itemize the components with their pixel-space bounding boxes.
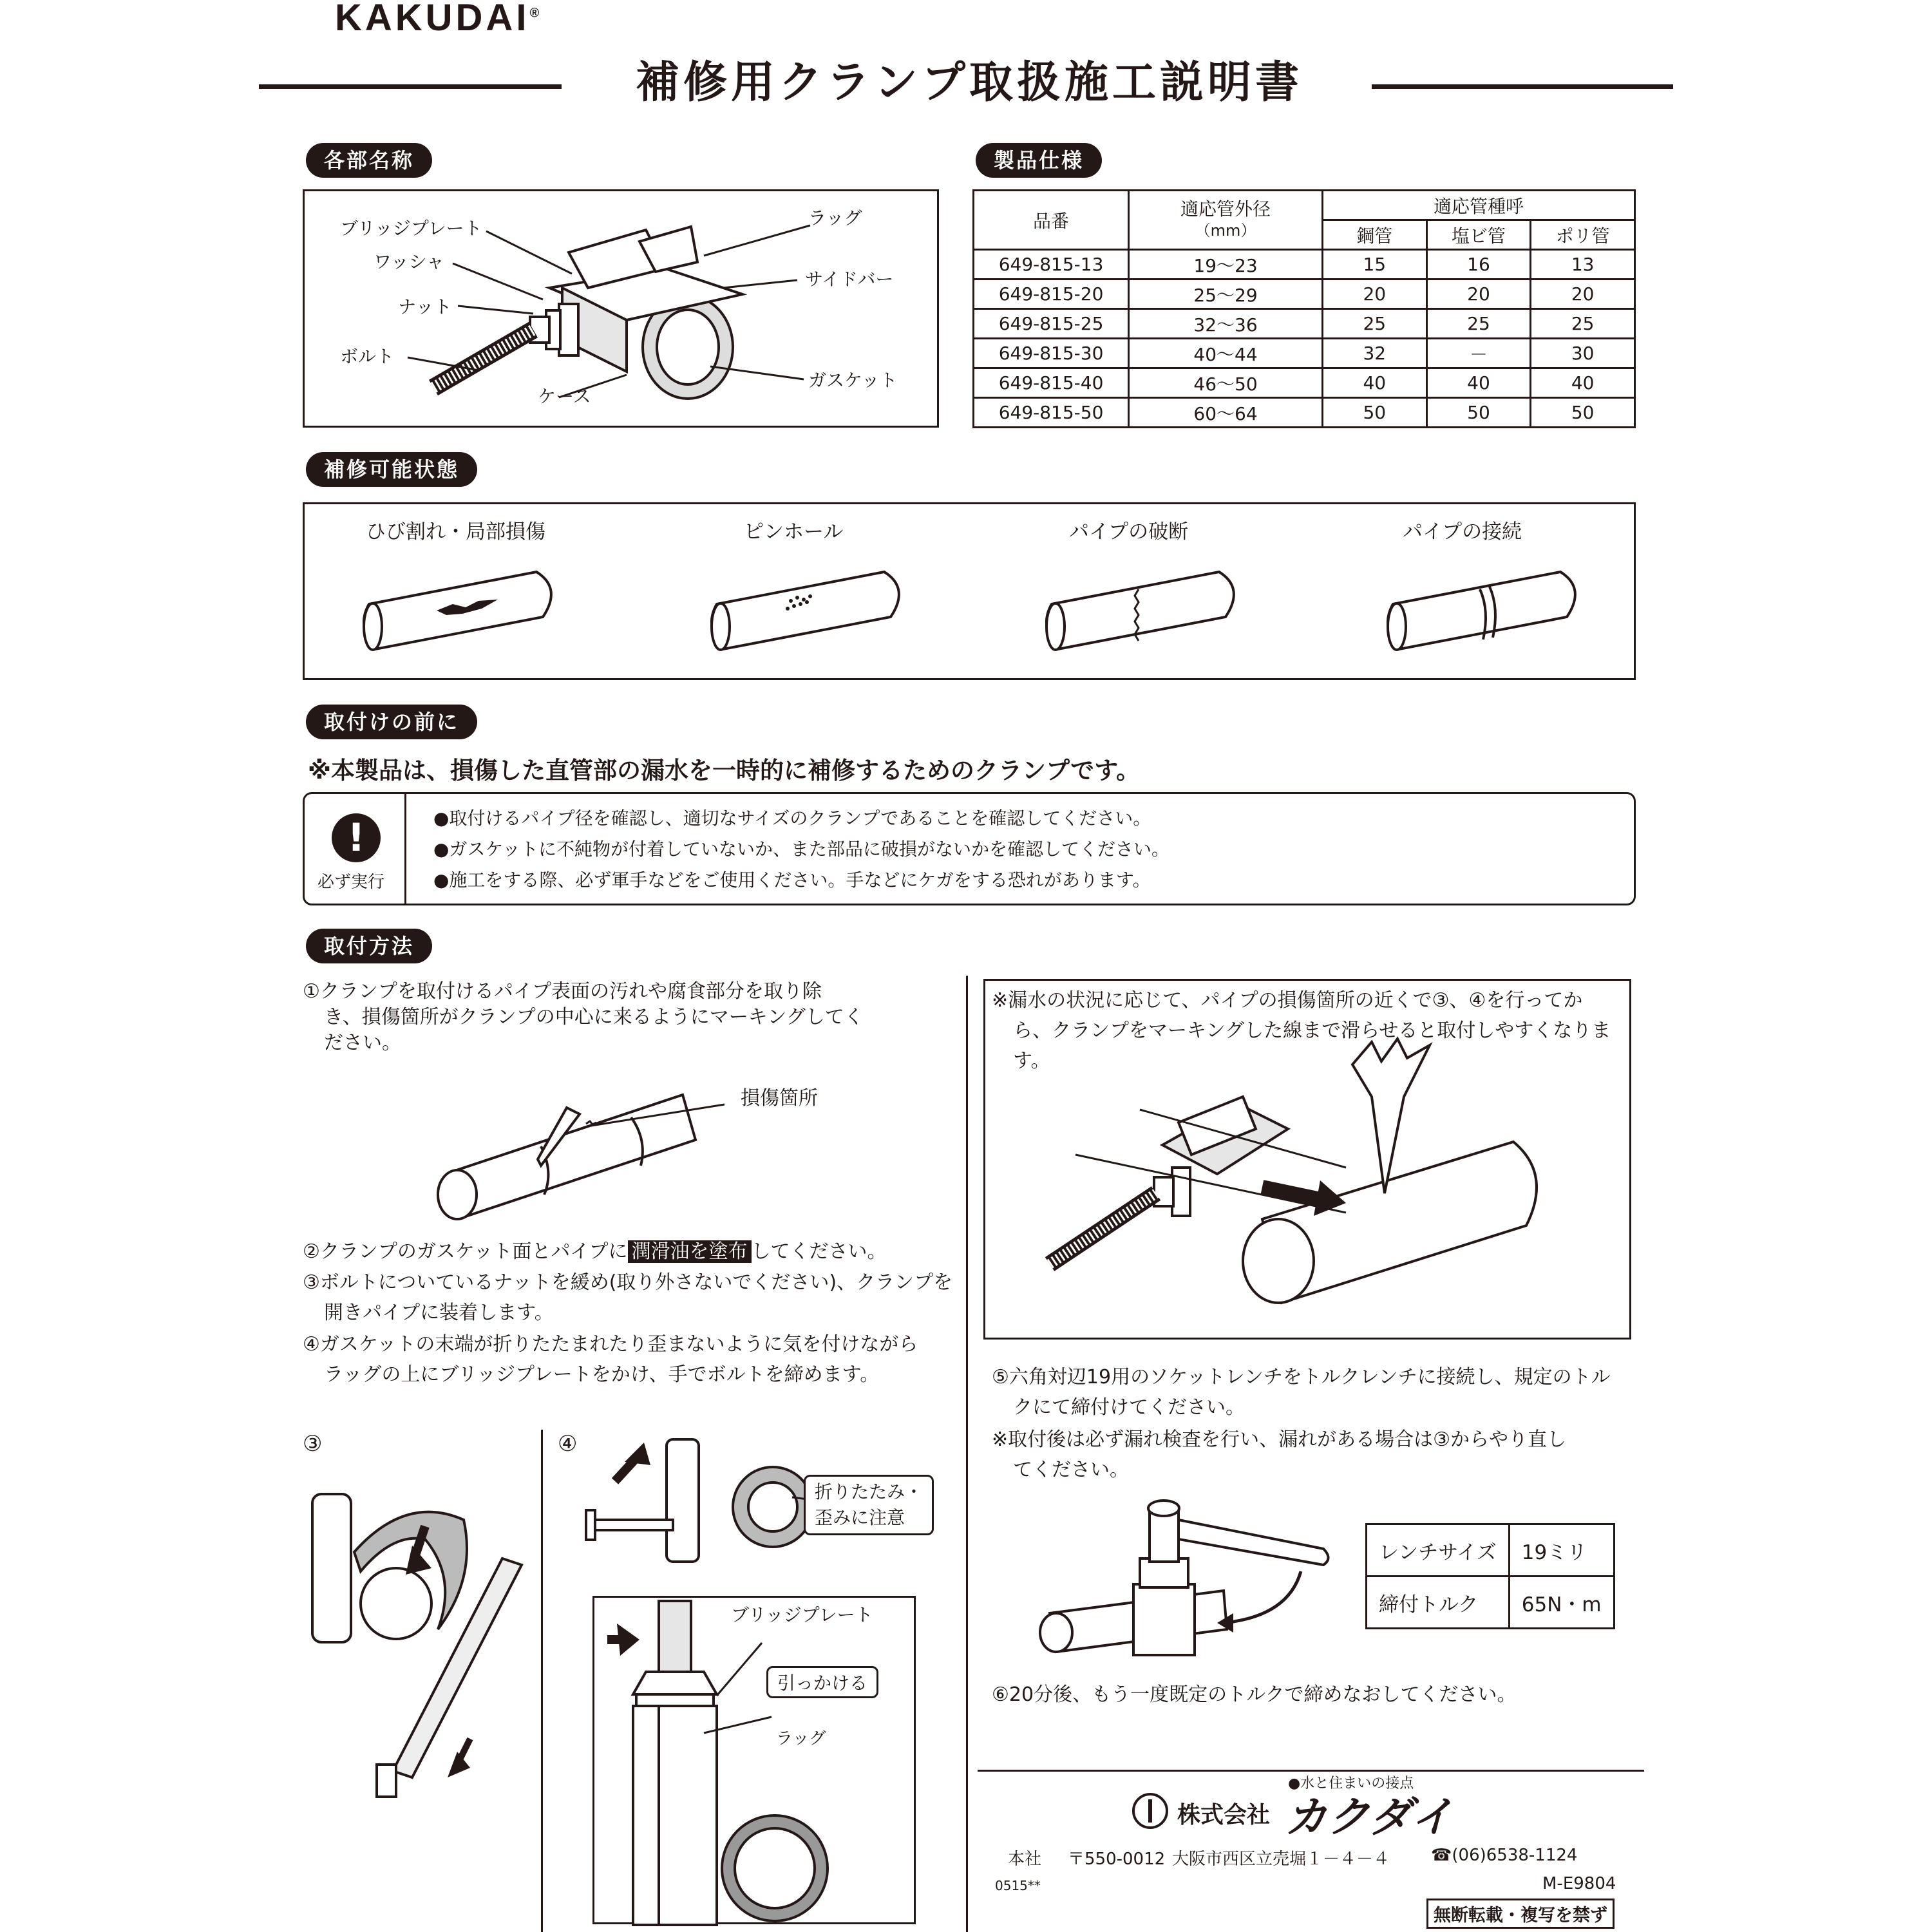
list-item: ●施工をする際、必ず軍手などをご使用ください。手などにケガをする恐れがあります。 bbox=[433, 869, 1151, 891]
column-divider bbox=[966, 976, 968, 1932]
step5-text: ⑤六角対辺19用のソケットレンチをトルクレンチに接続し、規定のトル クにて締付けてください。 bbox=[992, 1366, 1611, 1419]
step1-text: ①クランプを取付けるパイプ表面の汚れや腐食部分を取り除 き、損傷箇所がクランプの中心に来るようにマーキングしてく ださい。 bbox=[303, 980, 864, 1054]
copyright-stamp: 無断転載・複写を禁ず bbox=[1426, 1899, 1615, 1929]
label-bolt: ボルト bbox=[340, 346, 395, 367]
kakudai-logo: KAKUDAI® bbox=[335, 0, 540, 39]
table-row: 649-815-25 32～36 25 25 25 bbox=[974, 309, 1635, 339]
header-poly: ポリ管 bbox=[1531, 220, 1635, 250]
exclamation-icon: ! bbox=[332, 813, 381, 862]
table-row: 649-815-40 46～50 40 40 40 bbox=[974, 368, 1635, 398]
label-bridge-plate: ブリッジプレート bbox=[340, 218, 482, 239]
state-pinhole: ピンホール bbox=[744, 520, 844, 544]
before-lead: ※本製品は、損傷した直管部の漏水を一時的に補修するためのクランプです。 bbox=[308, 757, 1141, 784]
step3-text: ③ボルトについているナットを緩め(取り外さないでください)、クランプを 開きパイプに装着します。 bbox=[303, 1271, 953, 1324]
must-do-label: 必ず実行 bbox=[317, 873, 385, 892]
spec-table bbox=[972, 189, 1636, 428]
label-case: ケース bbox=[538, 386, 591, 407]
label-nut: ナット bbox=[398, 296, 452, 317]
label-side-bar: サイドバー bbox=[805, 269, 894, 290]
table-row: 649-815-13 19～23 15 16 13 bbox=[974, 250, 1635, 279]
wrench-size-value: 19ミリ bbox=[1509, 1524, 1614, 1577]
header-pipe-types: 適応管種呼 bbox=[1322, 191, 1634, 220]
company-prefix: 株式会社 bbox=[1177, 1802, 1271, 1828]
header-outer-diameter: 適応管外径 （mm） bbox=[1129, 191, 1323, 250]
leak-note-text: ※取付後は必ず漏れ検査を行い、漏れがある場合は③からやり直し てください。 bbox=[992, 1428, 1567, 1481]
list-item: ●取付けるパイプ径を確認し、適切なサイズのクランプであることを確認してください。 bbox=[433, 808, 1151, 829]
torque-wrench-illustration bbox=[1030, 1494, 1340, 1662]
state-joint: パイプの接続 bbox=[1403, 520, 1522, 544]
section-method: 取付方法 bbox=[306, 929, 432, 963]
notice-box bbox=[303, 792, 1636, 905]
table-row: 649-815-50 60～64 50 50 50 bbox=[974, 398, 1635, 428]
detail-lug-label: ラッグ bbox=[776, 1729, 826, 1748]
figure4-detail-illustration bbox=[594, 1598, 918, 1926]
header-steel: 鋼管 bbox=[1322, 220, 1426, 250]
label-washer: ワッシャ bbox=[374, 251, 445, 272]
wrench-spec-table bbox=[1365, 1523, 1615, 1629]
hook-callout: 引っかける bbox=[766, 1666, 878, 1698]
torque-value: 65N・m bbox=[1509, 1577, 1614, 1629]
figure4-label: ④ bbox=[558, 1431, 578, 1457]
step2-text: ②クランプのガスケット面とパイプに 潤滑油を塗布 してください。 bbox=[303, 1240, 887, 1263]
section-parts: 各部名称 bbox=[306, 143, 432, 178]
company-name: カクダイ bbox=[1285, 1792, 1454, 1842]
header-part-number: 品番 bbox=[974, 191, 1129, 250]
figure4-detail-box bbox=[592, 1596, 916, 1924]
print-code: 0515** bbox=[995, 1878, 1041, 1893]
table-row: 649-815-20 25～29 20 20 20 bbox=[974, 279, 1635, 309]
label-lug: ラッグ bbox=[808, 207, 862, 229]
document-code: M-E9804 bbox=[1542, 1874, 1616, 1893]
step6-text: ⑥20分後、もう一度既定のトルクで締めなおしてください。 bbox=[992, 1683, 1517, 1706]
state-crack: ひび割れ・局部損傷 bbox=[366, 520, 545, 544]
footer-tagline: ●水と住まいの接点 bbox=[1288, 1776, 1414, 1792]
step4-text: ④ガスケットの末端が折りたたまれたり歪まないように気を付けながら ラッグの上にブリッジプレートをかけ、手でボルトを締めます。 bbox=[303, 1333, 918, 1386]
list-item: ●ガスケットに不純物が付着していないか、また部品に破損がないかを確認してください。 bbox=[433, 838, 1170, 860]
company-mark-icon bbox=[1132, 1793, 1168, 1829]
office-label: 本社 bbox=[1008, 1850, 1042, 1869]
figure3-label: ③ bbox=[303, 1431, 323, 1457]
address: 大阪市西区立売堀１－４－４ bbox=[1172, 1850, 1390, 1869]
damage-label: 損傷箇所 bbox=[741, 1087, 818, 1110]
torque-label: 締付トルク bbox=[1367, 1577, 1510, 1629]
title-rule-left bbox=[259, 84, 562, 89]
section-spec: 製品仕様 bbox=[976, 143, 1102, 178]
footer-rule bbox=[978, 1770, 1644, 1772]
state-break: パイプの破断 bbox=[1069, 520, 1189, 544]
document-title: 補修用クランプ取扱施工説明書 bbox=[635, 57, 1303, 108]
label-gasket: ガスケット bbox=[808, 370, 898, 391]
figure3-illustration bbox=[309, 1481, 554, 1816]
caution-fold-callout: 折りたたみ・ 歪みに注意 bbox=[804, 1475, 934, 1535]
phone-number: ☎(06)6538-1124 bbox=[1431, 1846, 1578, 1865]
notice-list bbox=[433, 803, 1170, 896]
table-row: 649-815-30 40～44 32 － 30 bbox=[974, 339, 1635, 368]
section-repairable: 補修可能状態 bbox=[306, 452, 477, 487]
postal-code: 〒550-0012 bbox=[1068, 1850, 1166, 1869]
header-pvc: 塩ビ管 bbox=[1426, 220, 1531, 250]
slide-note-text: ※漏水の状況に応じて、パイプの損傷箇所の近くで③、④を行ってか ら、クランプをマーキングした線まで滑らせると取付しやすくなりま す。 bbox=[992, 989, 1611, 1072]
notice-divider bbox=[404, 794, 406, 904]
detail-bridge-plate-label: ブリッジプレート bbox=[731, 1604, 873, 1625]
lubricant-highlight: 潤滑油を塗布 bbox=[628, 1240, 752, 1263]
figure-divider bbox=[541, 1430, 543, 1932]
section-before: 取付けの前に bbox=[306, 705, 477, 739]
wrench-size-label: レンチサイズ bbox=[1367, 1524, 1510, 1577]
title-rule-right bbox=[1372, 84, 1673, 89]
